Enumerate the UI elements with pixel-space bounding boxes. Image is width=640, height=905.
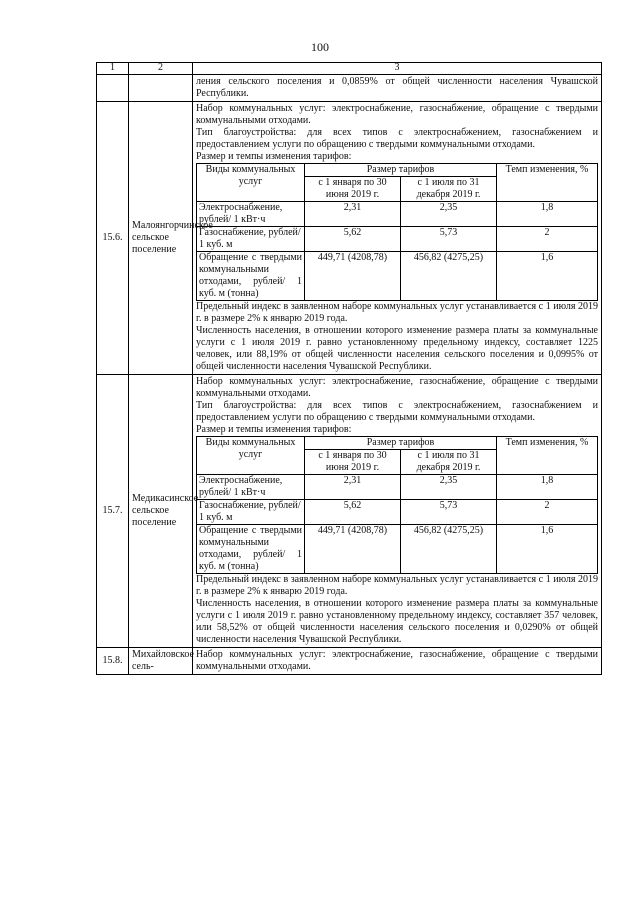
tariff-row-p1: 449,71 (4208,78)	[305, 525, 401, 574]
tariff-header-period2: с 1 июля по 31 декабря 2019 г.	[401, 177, 497, 202]
tariff-row-p2: 456,82 (4275,25)	[401, 525, 497, 574]
tariff-row-tempo: 2	[497, 500, 598, 525]
services-text: Набор коммунальных услуг: электроснабжение, газоснабжение, обращение с твердыми коммунальными отходами.	[196, 103, 598, 126]
section-row-15-8	[97, 648, 602, 675]
tariff-row-p2: 2,35	[401, 475, 497, 500]
population-text: Численность населения, в отношении которого изменение размера платы за коммунальные услуги с 1 июля 2019 г. равно установленному предельному индексу, составляет 1225 человек, или 88,19% от общей численности населения сельского поселения и 0,0995% от общей численности населения Чувашской Республики.	[196, 325, 598, 372]
tariff-caption: Размер и темпы изменения тарифов:	[196, 151, 352, 162]
tariff-row-tempo: 2	[497, 227, 598, 252]
section-row-15-6	[97, 102, 602, 375]
tariff-row-p1: 2,31	[305, 475, 401, 500]
tariff-header-tempo: Темп изменения, %	[497, 164, 598, 202]
tariff-header-period2: с 1 июля по 31 декабря 2019 г.	[401, 450, 497, 475]
tariff-row-name: Обращение с твердыми коммунальными отходами, рублей/ 1 куб. м (тонна)	[197, 525, 305, 574]
section-name: Медикасинское сельское поселение	[129, 375, 193, 648]
section-name: Михайловское сель-	[129, 648, 193, 675]
tariff-row-p2: 5,73	[401, 500, 497, 525]
index-text: Предельный индекс в заявленном наборе коммунальных услуг устанавливается с 1 июля 2019 г. в размере 2% к январю 2019 года.	[196, 574, 598, 597]
tariff-row-name: Электроснабжение, рублей/ 1 кВт·ч	[197, 202, 305, 227]
tariff-row-tempo: 1,8	[497, 202, 598, 227]
tariff-caption: Размер и темпы изменения тарифов:	[196, 424, 352, 435]
tariff-table	[196, 436, 598, 574]
tariff-header-tempo: Темп изменения, %	[497, 437, 598, 475]
tariff-row	[197, 475, 598, 500]
tariff-row-name: Обращение с твердыми коммунальными отходами, рублей/ 1 куб. м (тонна)	[197, 252, 305, 301]
tariff-row-p1: 5,62	[305, 227, 401, 252]
tariff-row-p2: 5,73	[401, 227, 497, 252]
tariff-header-size: Размер тарифов	[305, 164, 497, 177]
tariff-table	[196, 163, 598, 301]
section-content	[193, 102, 602, 375]
tariff-row-p2: 2,35	[401, 202, 497, 227]
tariff-document-table	[96, 62, 602, 675]
tariff-row	[197, 525, 598, 574]
tariff-row-p2: 456,82 (4275,25)	[401, 252, 497, 301]
column-header-1: 1	[97, 63, 129, 75]
section-number: 15.6.	[97, 102, 129, 375]
population-text: Численность населения, в отношении которого изменение размера платы за коммунальные услуги с 1 июля 2019 г. равно установленному предельному индексу, составляет 357 человек, или 58,52% от общей численности населения сельского поселения и 0,0290% от общей численности населения Чувашской Республики.	[196, 598, 598, 645]
index-text: Предельный индекс в заявленном наборе коммунальных услуг устанавливается с 1 июля 2019 г. в размере 2% к январю 2019 года.	[196, 301, 598, 324]
continuation-row	[97, 75, 602, 102]
tariff-row-tempo: 1,6	[497, 252, 598, 301]
amenity-text: Тип благоустройства: для всех типов с электроснабжением, газоснабжением и предоставлением услуги по обращению с твердыми коммунальными отходами.	[196, 400, 598, 423]
services-text: Набор коммунальных услуг: электроснабжение, газоснабжение, обращение с твердыми коммунальными отходами.	[193, 648, 602, 675]
tariff-header-size: Размер тарифов	[305, 437, 497, 450]
column-header-2: 2	[129, 63, 193, 75]
amenity-text: Тип благоустройства: для всех типов с электроснабжением, газоснабжением и предоставлением услуги по обращению с твердыми коммунальными отходами.	[196, 127, 598, 150]
section-content	[193, 375, 602, 648]
tariff-header-period1: с 1 января по 30 июня 2019 г.	[305, 450, 401, 475]
tariff-row	[197, 227, 598, 252]
tariff-row	[197, 252, 598, 301]
tariff-header-kind: Виды коммунальных услуг	[197, 437, 305, 475]
tariff-header-period1: с 1 января по 30 июня 2019 г.	[305, 177, 401, 202]
section-row-15-7	[97, 375, 602, 648]
tariff-row	[197, 202, 598, 227]
column-header-3: 3	[193, 63, 602, 75]
column-header-row	[97, 63, 602, 75]
tariff-row-tempo: 1,8	[497, 475, 598, 500]
section-number: 15.8.	[97, 648, 129, 675]
tariff-row-p1: 449,71 (4208,78)	[305, 252, 401, 301]
continuation-text: ления сельского поселения и 0,0859% от общей численности населения Чувашской Республики.	[193, 75, 602, 102]
tariff-row-name: Газоснабжение, рублей/ 1 куб. м	[197, 500, 305, 525]
tariff-header-kind: Виды коммунальных услуг	[197, 164, 305, 202]
page-number: 100	[311, 40, 329, 54]
tariff-row-p1: 2,31	[305, 202, 401, 227]
tariff-row-tempo: 1,6	[497, 525, 598, 574]
section-name: Малоянгорчинское сельское поселение	[129, 102, 193, 375]
tariff-row	[197, 500, 598, 525]
tariff-row-name: Электроснабжение, рублей/ 1 кВт·ч	[197, 475, 305, 500]
tariff-row-name: Газоснабжение, рублей/ 1 куб. м	[197, 227, 305, 252]
services-text: Набор коммунальных услуг: электроснабжение, газоснабжение, обращение с твердыми коммунальными отходами.	[196, 376, 598, 399]
tariff-row-p1: 5,62	[305, 500, 401, 525]
section-number: 15.7.	[97, 375, 129, 648]
